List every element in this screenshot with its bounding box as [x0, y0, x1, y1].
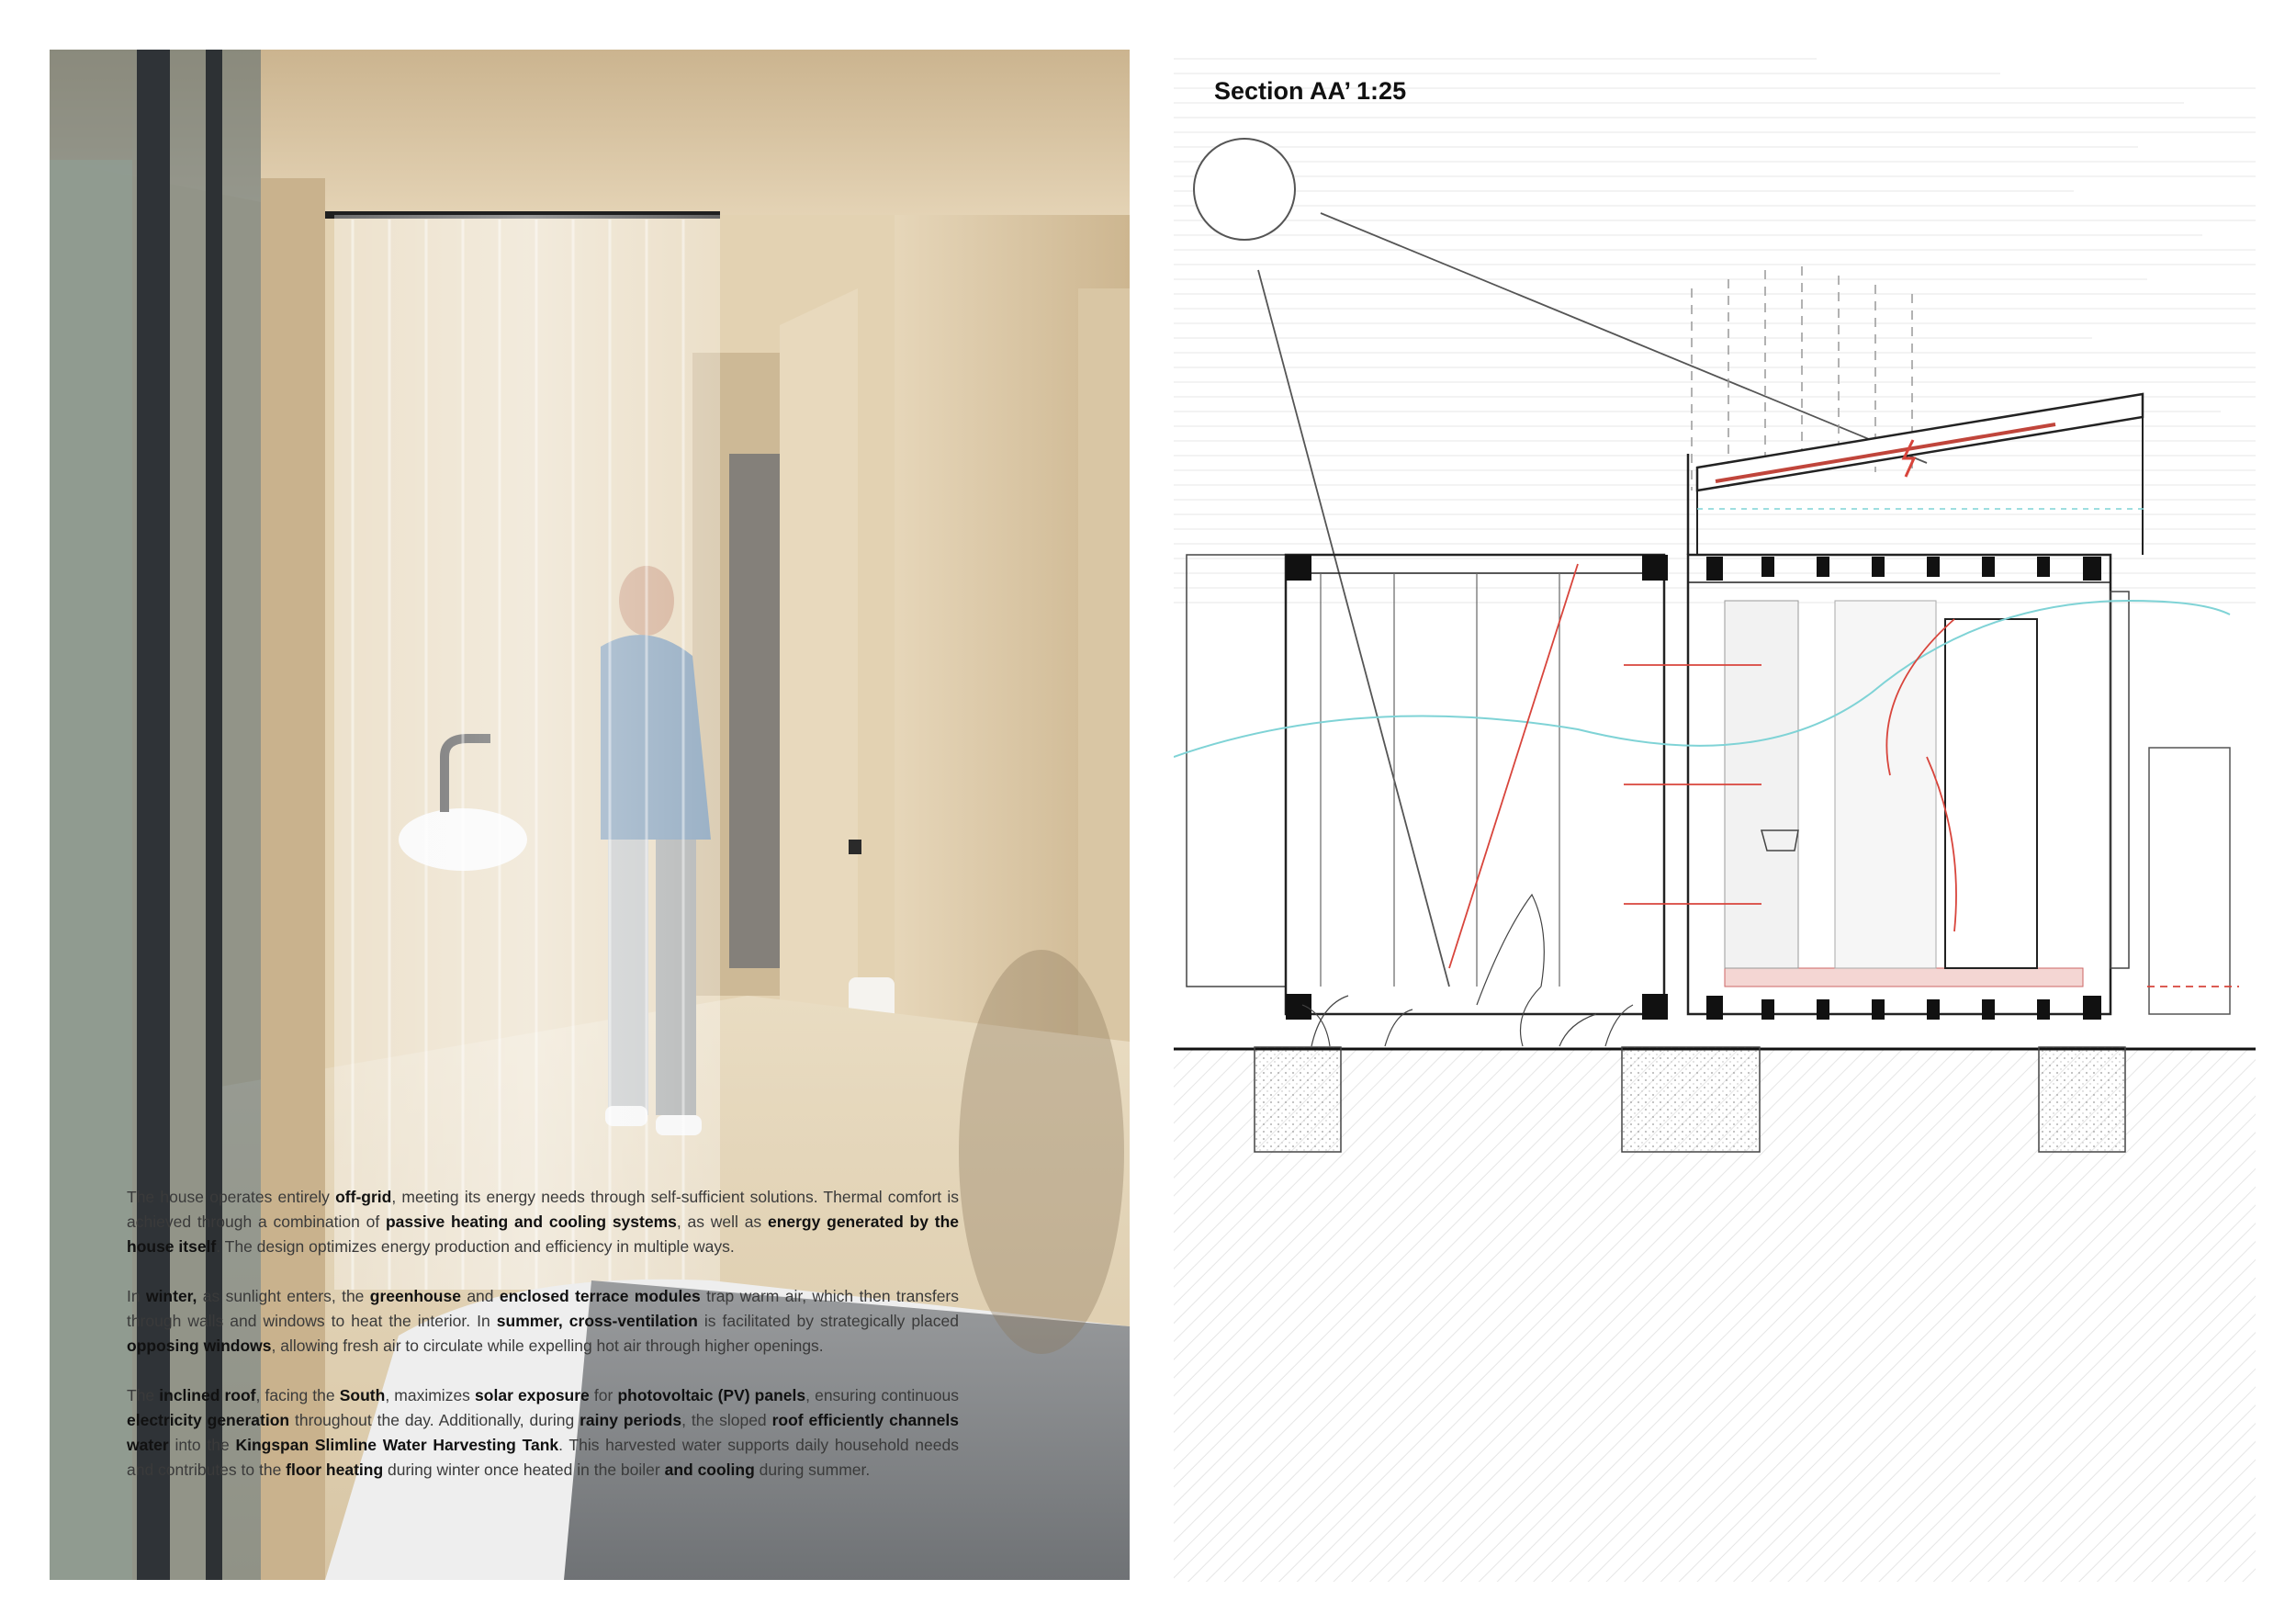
- text-run: . The design optimizes energy production and efficiency in multiple ways.: [216, 1237, 735, 1256]
- text-run: , the sloped: [681, 1411, 772, 1429]
- bold-term: passive heating and cooling systems: [385, 1212, 677, 1231]
- bold-term: South: [339, 1386, 386, 1404]
- text-run: and: [460, 1287, 500, 1305]
- text-run: throughout the day. Additionally, during: [289, 1411, 580, 1429]
- bold-term: floor heating: [286, 1460, 384, 1479]
- paragraph-offgrid: [127, 1185, 959, 1259]
- section-drawing: [1174, 50, 2256, 1582]
- text-run: , ensuring continuous: [805, 1386, 959, 1404]
- bold-term: roof efficiently channels water: [127, 1411, 959, 1454]
- text-run: . This harvested water supports daily household needs and contributes to the: [127, 1436, 959, 1479]
- bold-term: solar exposure: [475, 1386, 590, 1404]
- bold-term: electricity generation: [127, 1411, 290, 1429]
- description-text: [127, 1185, 959, 1507]
- text-run: trap warm air, which then transfers through walls and windows to heat the interior. In: [127, 1287, 959, 1330]
- bold-term: off-grid: [335, 1188, 392, 1206]
- bold-term: Kingspan Slimline Water Harvesting Tank: [235, 1436, 559, 1454]
- text-run: The house operates entirely: [127, 1188, 336, 1206]
- bold-term: photovoltaic (PV) panels: [617, 1386, 806, 1404]
- bold-term: energy generated by the house itself: [127, 1212, 959, 1256]
- text-run: , maximizes: [385, 1386, 476, 1404]
- text-run: , as well as: [676, 1212, 768, 1231]
- text-run: , facing the: [255, 1386, 340, 1404]
- text-run: during summer.: [754, 1460, 871, 1479]
- bold-term: opposing windows: [127, 1336, 272, 1355]
- text-run: The: [127, 1386, 160, 1404]
- text-run: during winter once heated in the boiler: [383, 1460, 665, 1479]
- bold-term: greenhouse: [369, 1287, 461, 1305]
- section-title: Section AA’ 1:25: [1214, 77, 1407, 105]
- text-run: as sunlight enters, the: [197, 1287, 370, 1305]
- bold-term: winter,: [145, 1287, 197, 1305]
- section-drawing-panel: [1174, 50, 2256, 1582]
- paragraph-roof-water: [127, 1383, 959, 1483]
- sun-symbol: [1194, 139, 1295, 240]
- text-run: In: [127, 1287, 146, 1305]
- text-run: for: [589, 1386, 618, 1404]
- text-run: is facilitated by strategically placed: [697, 1312, 959, 1330]
- text-run: , meeting its energy needs through self-sufficient solutions. Thermal comfort is achieved through a combination of: [127, 1188, 959, 1231]
- text-run: , allowing fresh air to circulate while expelling hot air through higher openings.: [271, 1336, 824, 1355]
- bold-term: inclined roof: [159, 1386, 256, 1404]
- paragraph-seasonal-ventilation: [127, 1284, 959, 1359]
- text-run: into the: [168, 1436, 236, 1454]
- bold-term: enclosed terrace modules: [499, 1287, 701, 1305]
- bold-term: rainy periods: [580, 1411, 682, 1429]
- bold-term: summer, cross-ventilation: [496, 1312, 698, 1330]
- bold-term: and cooling: [664, 1460, 755, 1479]
